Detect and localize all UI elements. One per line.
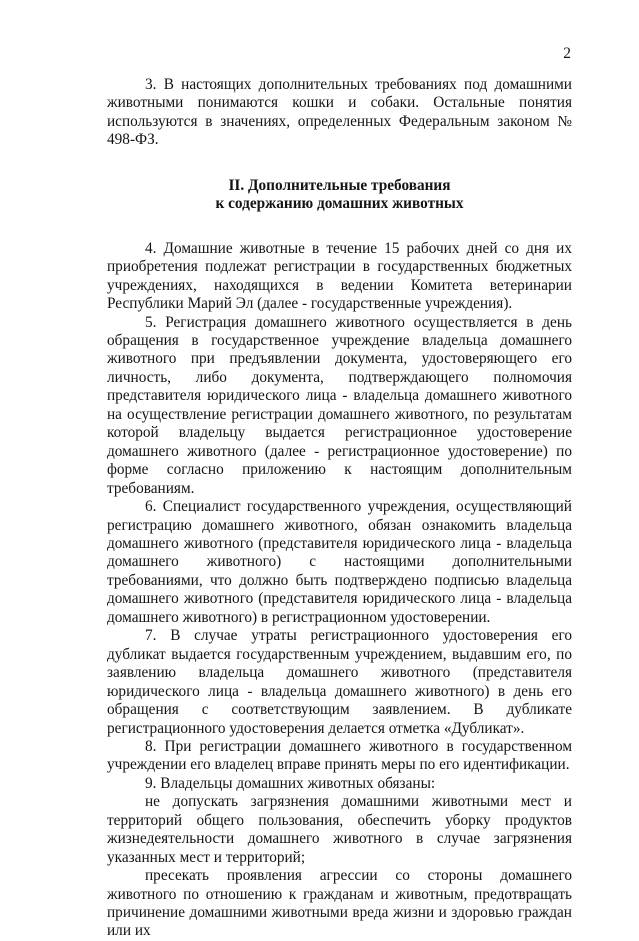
page-number: 2: [563, 45, 571, 62]
paragraph-9-item-1: не допускать загрязнения домашними животными мест и территорий общего пользования, обеспечить уборку продуктов жизнедеятельности домашнего животного в случае загрязнения указанных мест и территорий;: [107, 793, 572, 866]
section-heading: [107, 177, 572, 214]
paragraph-3: 3. В настоящих дополнительных требованиях под домашними животными понимаются кошки и собаки. Остальные понятия используются в значениях, определенных Федеральным законом № 498-ФЗ.: [107, 76, 572, 149]
paragraph-5: 5. Регистрация домашнего животного осуществляется в день обращения в государственное учреждение владельца домашнего животного при предъявлении документа, удостоверяющего его личность, либо документа, подтверждающего полномочия представителя юридического лица - владельца домашнего животного на осуществление регистрации домашнего животного, по результатам которой владельцу выдается регистрационное удостоверение домашнего животного (далее - регистрационное удостоверение) по форме согласно приложению к настоящим дополнительным требованиям.: [107, 313, 572, 497]
paragraph-6: 6. Специалист государственного учреждения, осуществляющий регистрацию домашнего животного, обязан ознакомить владельца домашнего животного (представителя юридического лица - владельца домашнего животного) с настоящими дополнительными требованиями, что должно быть подтверждено подписью владельца домашнего животного (представителя юридического лица - владельца домашнего животного) в регистрационном удостоверении.: [107, 498, 572, 626]
paragraph-7: 7. В случае утраты регистрационного удостоверения его дубликат выдается государственным учреждением, выдавшим его, по заявлению владельца домашнего животного (представителя юридического лица - владельца домашнего животного) в день его обращения с соответствующим заявлением. В дубликате регистрационного удостоверения делается отметка «Дубликат».: [107, 627, 572, 737]
paragraph-8: 8. При регистрации домашнего животного в государственном учреждении его владелец вправе принять меры по его идентификации.: [107, 737, 572, 774]
section-heading-line-2: к содержанию домашних животных: [215, 195, 464, 213]
paragraph-4: 4. Домашние животные в течение 15 рабочих дней со дня их приобретения подлежат регистрации в государственных бюджетных учреждениях, находящихся в ведении Комитета ветеринарии Республики Марий Эл (далее - государственные учреждения).: [107, 239, 572, 313]
paragraph-9: 9. Владельцы домашних животных обязаны:: [145, 774, 436, 792]
paragraph-9-item-2: пресекать проявления агрессии со стороны домашнего животного по отношению к гражданам и животным, предотвращать причинение домашними животными вреда жизни и здоровью граждан или их: [107, 867, 572, 940]
section-heading-line-1: II. Дополнительные требования: [228, 176, 451, 194]
document-body: [107, 76, 572, 941]
